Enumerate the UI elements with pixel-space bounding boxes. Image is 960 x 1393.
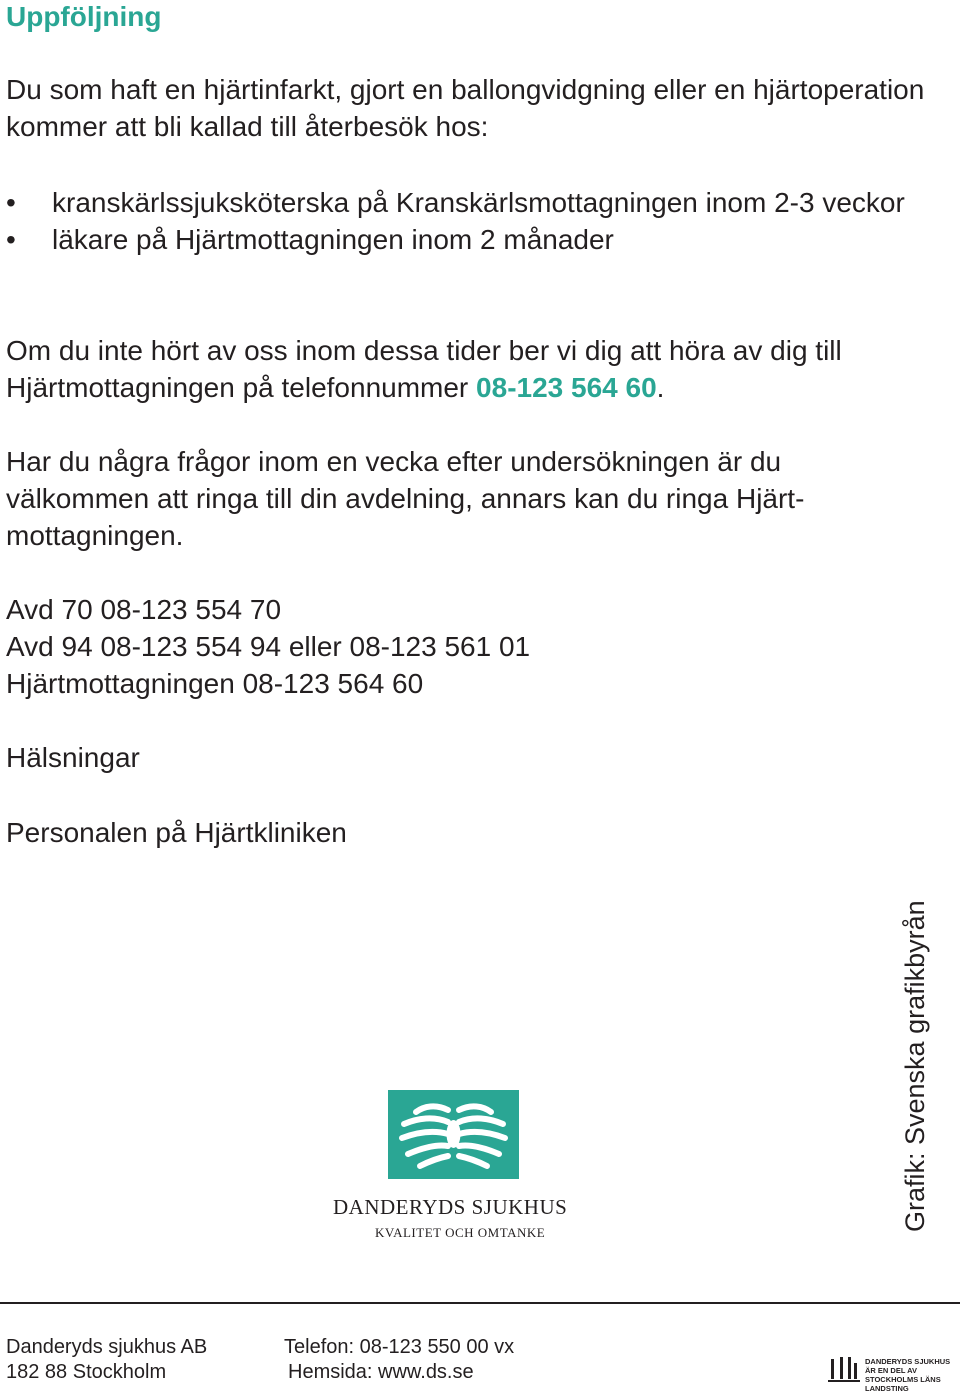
- greeting: Hälsningar: [6, 742, 140, 773]
- logo-name: DANDERYDS SJUKHUS: [333, 1195, 568, 1219]
- list-item: [6, 221, 906, 258]
- footer-phone: Telefon: 08-123 550 00 vx: [284, 1336, 515, 1358]
- page-title: Uppföljning: [6, 1, 162, 32]
- contact-list: [6, 591, 926, 702]
- contact-line: Hjärtmottagningen 08-123 564 60: [6, 668, 424, 699]
- graphic-credit: Grafik: Svenska grafikbyrån: [900, 900, 930, 1232]
- footer-address: 182 88 Stockholm: [6, 1361, 167, 1383]
- list-item-text: läkare på Hjärtmottagningen inom 2 månader: [52, 224, 614, 255]
- bullet-list: [6, 184, 906, 258]
- footer-company: Danderyds sjukhus AB: [6, 1336, 208, 1358]
- contact-text: Om du inte hört av oss inom dessa tider ber vi dig att höra av dig till Hjärtmottagningen på telefonnummer: [6, 335, 842, 403]
- intro-paragraph: Du som haft en hjärtinfarkt, gjort en ballongvidgning eller en hjärtoperation kommer att bli kallad till återbesök hos:: [6, 74, 925, 142]
- contact-paragraph: [6, 332, 926, 406]
- footer-divider: [0, 1302, 960, 1304]
- highlighted-phone: 08-123 564 60: [476, 372, 657, 403]
- bullet-icon: •: [6, 187, 16, 218]
- contact-line: Avd 94 08-123 554 94 eller 08-123 561 01: [6, 631, 531, 662]
- bullet-icon: •: [6, 224, 16, 255]
- contact-line: Avd 70 08-123 554 70: [6, 594, 282, 625]
- hospital-logo: [388, 1090, 519, 1179]
- list-item: [6, 184, 906, 221]
- sentence-end: .: [656, 372, 665, 403]
- questions-paragraph: Har du några frågor inom en vecka efter undersökningen är du välkommen att ringa till din avdelning, annars kan du ringa Hjärt-mottagningen.: [6, 446, 805, 551]
- sll-caption: DANDERYDS SJUKHUS ÄR EN DEL AV STOCKHOLMS LÄNS LANDSTING: [865, 1357, 951, 1393]
- footer-website[interactable]: Hemsida: www.ds.se: [288, 1361, 474, 1383]
- signature: Personalen på Hjärtkliniken: [6, 817, 347, 848]
- sll-logo-icon: [828, 1355, 860, 1385]
- logo-tagline: KVALITET OCH OMTANKE: [375, 1225, 546, 1240]
- list-item-text: kranskärlssjuksköterska på Kranskärlsmottagningen inom 2-3 veckor: [52, 187, 905, 218]
- hands-icon: [388, 1090, 519, 1179]
